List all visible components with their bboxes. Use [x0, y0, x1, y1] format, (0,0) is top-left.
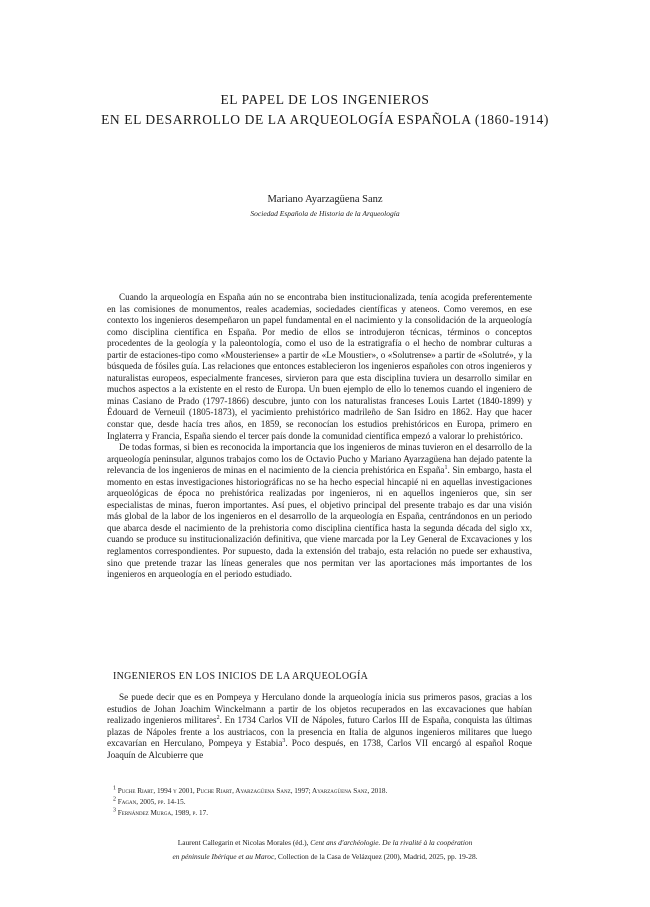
footnote-text: Fagan, 2005, pp. 14-15. — [117, 798, 186, 806]
footnote-1 — [113, 786, 533, 797]
footnote-ref-3[interactable]: 3 — [282, 738, 286, 745]
author-name: Mariano Ayarzagüena Sanz — [267, 194, 383, 205]
title-line-2: EN EL DESARROLLO DE LA ARQUEOLOGÍA ESPAÑOLA (1860-1914) — [101, 112, 549, 127]
footnote-number: 2 — [113, 796, 116, 803]
credit-book-title: Cent ans d'archéologie. De la rivalité à la coopération — [310, 838, 473, 847]
author-affiliation: Sociedad Española de Historia de la Arqueología — [250, 209, 400, 218]
intro-paragraph-1: Cuando la arqueología en España aún no se encontraba bien institucionalizada, tenía acogida preferentemente en las comisiones de monumentos, reales academias, sociedades científicas y ateneos. Como veremos, en ese contexto los ingenieros desempeñaron un papel fundamental en el nacimiento y la consolidación de la arqueología como disciplina científica en España. Por medio de ellos se introdujeron técnicas, términos o conceptos procedentes de la geología y la paleontología, como el uso de la estratigrafía o el hecho de nombrar culturas a partir de estaciones-tipo como «Mousteriense» a partir de «Le Moustier», o «Solutrense» a partir de «Solutré», y la búsqueda de fósiles guía. Las relaciones que entonces establecieron los ingenieros españoles con otros ingenieros y naturalistas europeos, especialmente franceses, sirvieron para que esta disciplina tuviera un desarrollo similar en muchos aspectos a la existente en el resto de Europa. Un buen ejemplo de ello lo tenemos cuando el ingeniero de minas Casiano de Prado (1797-1866) descubre, junto con los naturalistas franceses Louis Lartet (1840-1899) y Édouard de Verneuil (1805-1873), el yacimiento prehistórico madrileño de San Isidro en 1862. Hay que hacer constar que, desde hacía tres años, en 1859, se reconocían los estudios prehistóricos en Europa, primero en Inglaterra y Francia, España siendo el tercer país donde la comunidad científica empezó a valorar lo prehistórico. — [107, 292, 532, 441]
footnote-ref-2[interactable]: 2 — [216, 715, 220, 722]
intro-p2-start: De todas formas, si bien es reconocida la importancia que los ingenieros de minas tuvieron en el desarrollo de la arqueología peninsular, algunos trabajos como los de Octavio Pucho y Mariano Ayarzagüena han dejado patente la relevancia de los ingenieros de minas en el nacimiento de la ciencia prehistórica en España — [107, 442, 532, 476]
footnote-text: Fernández Murga, 1989, p. 17. — [117, 809, 209, 817]
footnote-2 — [113, 797, 533, 808]
section-1-p1-a: Se puede decir que es en Pompeya y Herculano donde la arqueología inicia sus primeros pasos, gracias a los estudios de Johan Joachim Winckelmann a partir de los objetos recuperados en las excavaciones que habían realizado ingenieros militares — [107, 692, 532, 726]
footnote-text: Puche Riart, 1994 y 2001, Puche Riart, Ayarzagüena Sanz, 1997; Ayarzagüena Sanz, 2018. — [117, 787, 388, 795]
footnote-3 — [113, 808, 533, 819]
credit-book-title-cont: en péninsule Ibérique et au Maroc — [172, 852, 275, 861]
footnote-number: 3 — [113, 807, 116, 814]
credit-line-2 — [0, 850, 650, 864]
intro-p2-end: . Sin embargo, hasta el momento en estas investigaciones historiográficas no se ha hecho especial hincapié ni en aquellas investigaciones arqueológicas de época no prehistórica realizadas por ingenieros, ni en aquellos ingenieros que, sin ser especialistas de minas, fueron importantes. Así pues, el objetivo principal del presente trabajo es dar una visión más global de la labor de los ingenieros en el desarrollo de la arqueología en España, centrándonos en un periodo que abarca desde el nacimiento de la prehistoria como disciplina científica hasta la segunda década del siglo xx, cuando se produce su institucionalización definitiva, que viene marcada por la Ley General de Excavaciones y los reglamentos correspondientes. Por supuesto, dada la extensión del trabajo, esta relación no puede ser exhaustiva, sino que pretende trazar las líneas generales que nos permitan ver las aportaciones más importantes de los ingenieros en arqueología en el periodo estudiado. — [107, 465, 532, 580]
section-1-paragraph-1 — [107, 692, 532, 761]
section-1-p1-b: . En 1734 Carlos VII de Nápoles, futuro Carlos III de España, conquista las últimas plazas de Nápoles frente a los austriacos, con la presencia en Italia de algunos ingenieros militares que luego excavarían en Herculano, Pompeya y Estabia — [107, 715, 532, 749]
credit-publisher: , Collection de la Casa de Velázquez (200), Madrid, 2025, pp. 19-28. — [274, 852, 478, 861]
introduction-text — [107, 292, 532, 581]
section-1-text — [107, 692, 532, 761]
article-title — [0, 90, 650, 130]
section-1-p1-c: . Poco después, en 1738, Carlos VII encargó al español Roque Joaquín de Alcubierre que — [107, 738, 532, 760]
footnote-number: 1 — [113, 785, 116, 792]
section-heading: INGENIEROS EN LOS INICIOS DE LA ARQUEOLOGÍA — [113, 671, 369, 682]
intro-paragraph-2 — [107, 442, 532, 581]
footnote-ref-1[interactable]: 1 — [444, 465, 448, 472]
credit-line-1 — [0, 836, 650, 850]
footnotes — [113, 786, 533, 819]
title-line-1: EL PAPEL DE LOS INGENIEROS — [220, 92, 430, 107]
credit-editors: Laurent Callegarin et Nicolas Morales (éd.), — [177, 838, 311, 847]
publication-credit — [0, 836, 650, 864]
